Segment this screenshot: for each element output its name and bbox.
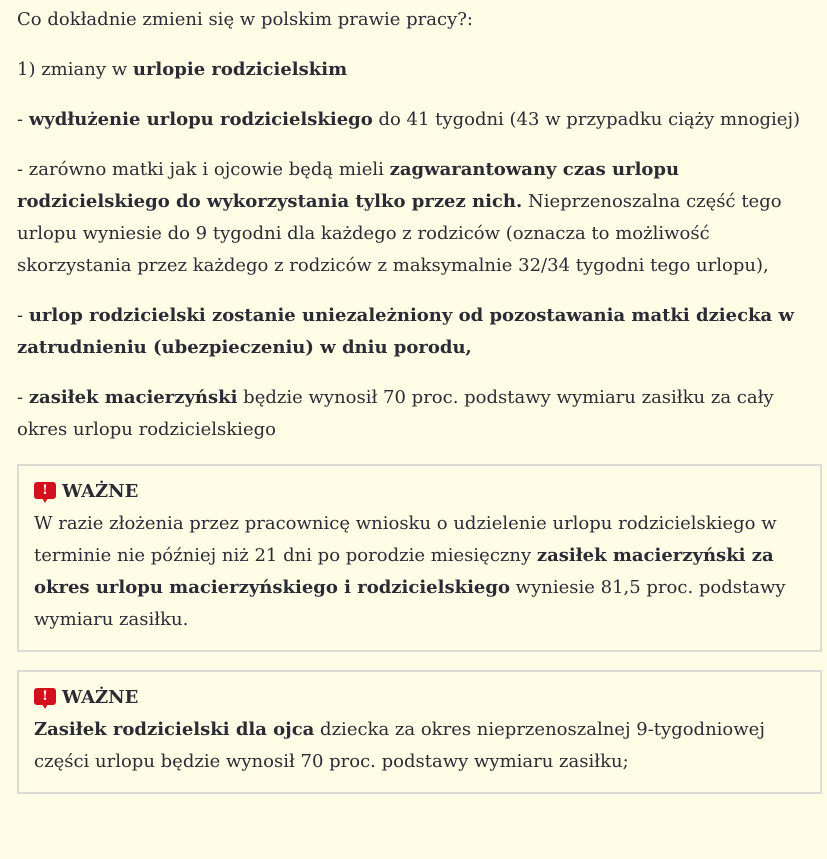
paragraph-3: - zarówno matki jak i ojcowie będą mieli zagwarantowany czas urlopu rodzicielskiego do wykorzystania tylko przez nich. Nieprzenoszalna część tego urlopu wyniesie do 9 tygodni dla każdego z rodziców (oznacza to możliwość skorzystania przez każdego z rodziców z maksymalnie 32/34 tygodni tego urlopu), xyxy=(17,159,782,276)
important-box-1 xyxy=(17,464,822,652)
paragraph-1: 1) zmiany w urlopie rodzicielskim xyxy=(17,59,348,80)
intro: Co dokładnie zmieni się w polskim prawie pracy?: xyxy=(17,9,473,30)
box-text: W razie złożenia przez pracownicę wniosku o udzielenie urlopu rodzicielskiego w terminie nie później niż 21 dni po porodzie miesięczny zasiłek macierzyński za okres urlopu macierzyńskiego i rodzicielskiego wyniesie 81,5 proc. podstawy wymiaru zasiłku. xyxy=(34,513,786,630)
paragraph-5: - zasiłek macierzyński będzie wynosił 70 proc. podstawy wymiaru zasiłku za cały okres urlopu rodzicielskiego xyxy=(17,387,774,440)
box-title: WAŻNE xyxy=(62,687,139,708)
alert-icon: ! xyxy=(34,688,56,708)
box-title: WAŻNE xyxy=(62,481,139,502)
important-box-2 xyxy=(17,670,822,794)
alert-icon: ! xyxy=(34,482,56,502)
paragraph-4: - urlop rodzicielski zostanie uniezależniony od pozostawania matki dziecka w zatrudnieniu (ubezpieczeniu) w dniu porodu, xyxy=(17,305,794,358)
paragraph-2: - wydłużenie urlopu rodzicielskiego do 41 tygodni (43 w przypadku ciąży mnogiej) xyxy=(17,109,801,130)
box-text: Zasiłek rodzicielski dla ojca dziecka za okres nieprzenoszalnej 9-tygodniowej części urlopu będzie wynosił 70 proc. podstawy wymiaru zasiłku; xyxy=(34,719,765,772)
